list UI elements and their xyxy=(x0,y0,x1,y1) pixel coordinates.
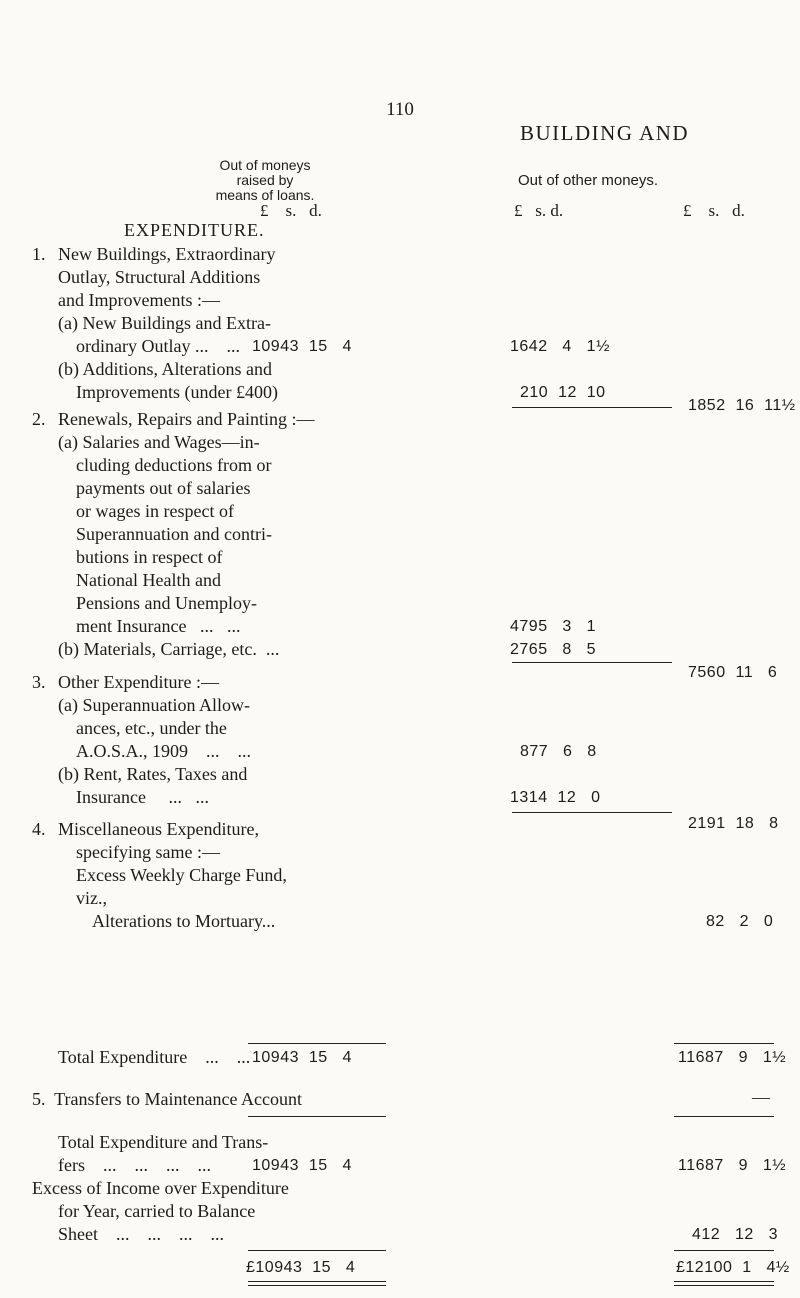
total-transfers-other: 11687 9 1½ xyxy=(678,1157,787,1174)
item2b-line-1: (b) Materials, Carriage, etc. ... xyxy=(58,639,280,659)
item1-total: 1852 16 11½ xyxy=(688,397,796,414)
item2a-line-3: payments out of salaries xyxy=(76,478,251,498)
excess-line-3: Sheet ... ... ... ... xyxy=(58,1224,224,1244)
item1-line-1: New Buildings, Extraordinary xyxy=(58,244,276,264)
item4-total: 82 2 0 xyxy=(706,913,774,930)
section-title: EXPENDITURE. xyxy=(124,220,265,240)
other-units-a: £ s. d. xyxy=(514,201,564,220)
item3-line-1: Other Expenditure :— xyxy=(58,672,219,692)
loans-header-3: means of loans. xyxy=(215,187,315,203)
item5-other: — xyxy=(752,1087,770,1107)
total-transfers-line-1: Total Expenditure and Trans- xyxy=(58,1132,269,1152)
excess-line-1: Excess of Income over Expenditure xyxy=(32,1178,289,1198)
item3-number: 3. xyxy=(32,672,46,692)
loans-total-rule-top xyxy=(248,1043,386,1044)
loans-grand-rule-top xyxy=(248,1250,386,1251)
item2-total: 7560 11 6 xyxy=(688,664,778,681)
item3a-line-2: ances, etc., under the xyxy=(76,718,227,738)
grand-total-other: £12100 1 4½ xyxy=(676,1259,790,1276)
item3b-line-1: (b) Rent, Rates, Taxes and xyxy=(58,764,248,784)
page-number: 110 xyxy=(386,99,414,120)
item5-label: 5. Transfers to Maintenance Account xyxy=(32,1089,302,1109)
item3b-other-amount: 1314 12 0 xyxy=(510,789,601,806)
other-grand-rule-top xyxy=(674,1250,774,1251)
item1b-other-amount: 210 12 10 xyxy=(520,384,606,401)
item2a-line-7: National Health and xyxy=(76,570,221,590)
total-expenditure-label: Total Expenditure ... ... xyxy=(58,1047,251,1067)
item1-subtotal-rule xyxy=(512,407,672,408)
total-transfers-line-2: fers ... ... ... ... xyxy=(58,1155,211,1175)
item1a-other-amount: 1642 4 1½ xyxy=(510,338,610,355)
loans-header-2: raised by xyxy=(236,172,294,188)
other-transfers-rule xyxy=(674,1116,774,1117)
item2a-other-amount: 4795 3 1 xyxy=(510,618,597,635)
item3-total: 2191 18 8 xyxy=(688,815,779,832)
item1-number: 1. xyxy=(32,244,46,264)
item1b-line-1: (b) Additions, Alterations and xyxy=(58,359,272,379)
total-expenditure-other: 11687 9 1½ xyxy=(678,1049,787,1066)
total-expenditure-loans: 10943 15 4 xyxy=(252,1049,352,1066)
item4-number: 4. xyxy=(32,819,46,839)
item3a-other-amount: 877 6 8 xyxy=(520,743,597,760)
item4-line-1: Miscellaneous Expenditure, xyxy=(58,819,259,839)
loans-grand-rule-double xyxy=(248,1281,386,1286)
item2-subtotal-rule xyxy=(512,662,672,663)
item1-line-3: and Improvements :— xyxy=(58,290,220,310)
item2a-line-5: Superannuation and contri- xyxy=(76,524,272,544)
item2-line-1: Renewals, Repairs and Painting :— xyxy=(58,409,315,429)
item2a-line-9: ment Insurance ... ... xyxy=(76,616,241,636)
item2a-line-8: Pensions and Unemploy- xyxy=(76,593,257,613)
item3-subtotal-rule xyxy=(512,812,672,813)
item2a-line-4: or wages in respect of xyxy=(76,501,234,521)
item1a-line-2: ordinary Outlay ... ... xyxy=(76,336,240,356)
other-grand-rule-double xyxy=(674,1281,774,1286)
item2a-line-1: (a) Salaries and Wages—in- xyxy=(58,432,260,452)
other-total-rule-top xyxy=(674,1043,774,1044)
item3b-line-2: Insurance ... ... xyxy=(76,787,209,807)
item1-line-2: Outlay, Structural Additions xyxy=(58,267,261,287)
loans-header-1: Out of moneys xyxy=(219,157,311,173)
excess-other: 412 12 3 xyxy=(692,1226,779,1243)
other-units-b: £ s. d. xyxy=(683,201,745,220)
item1a-line-1: (a) New Buildings and Extra- xyxy=(58,313,271,333)
item4-line-4: viz., xyxy=(76,888,107,908)
item2b-other-amount: 2765 8 5 xyxy=(510,641,597,658)
item1a-loans-amount: 10943 15 4 xyxy=(252,338,352,355)
excess-line-2: for Year, carried to Balance xyxy=(58,1201,256,1221)
item4-line-3: Excess Weekly Charge Fund, xyxy=(76,865,287,885)
item2a-line-6: butions in respect of xyxy=(76,547,223,567)
grand-total-loans: £10943 15 4 xyxy=(246,1259,356,1276)
loans-units: £ s. d. xyxy=(260,201,322,220)
other-header: Out of other moneys. xyxy=(518,172,659,189)
item3a-line-1: (a) Superannuation Allow- xyxy=(58,695,250,715)
item4-line-5: Alterations to Mortuary... xyxy=(92,911,276,931)
item2-number: 2. xyxy=(32,409,46,429)
item3a-line-3: A.O.S.A., 1909 ... ... xyxy=(76,741,252,761)
item2a-line-2: cluding deductions from or xyxy=(76,455,272,475)
item4-line-2: specifying same :— xyxy=(76,842,220,862)
total-transfers-loans: 10943 15 4 xyxy=(252,1157,352,1174)
loans-transfers-rule xyxy=(248,1116,386,1117)
item1b-line-2: Improvements (under £400) xyxy=(76,382,278,402)
running-title: BUILDING AND xyxy=(520,121,690,145)
